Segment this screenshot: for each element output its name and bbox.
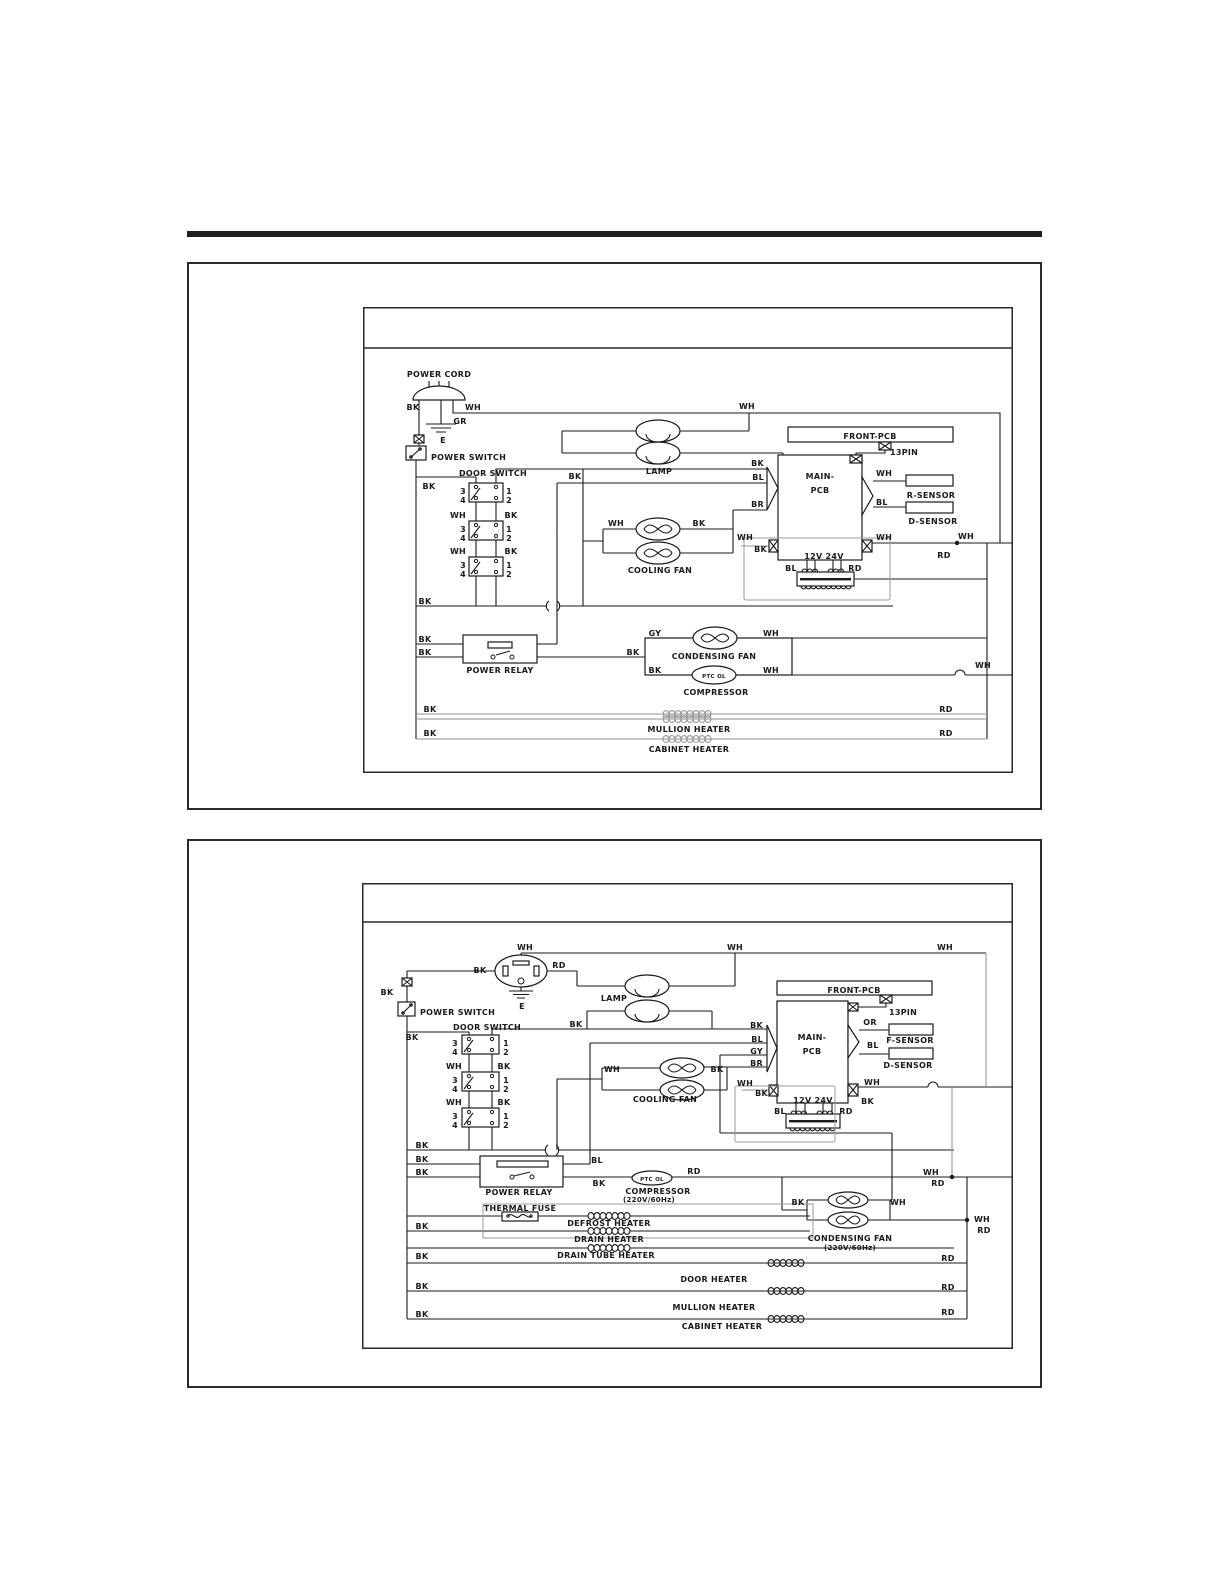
bk-wire-label: BK	[568, 472, 582, 481]
wh-wire-label: WH	[603, 1065, 621, 1074]
door-switch-block	[462, 1108, 499, 1127]
rd-wire-label: RD	[931, 1179, 945, 1188]
bl-wire-label: BL	[774, 1107, 786, 1116]
transformer-icon	[786, 1111, 840, 1131]
wh-wire-label: WH	[737, 533, 754, 542]
cooling-fan-icon	[636, 518, 680, 564]
bk-wire-label: BK	[418, 648, 432, 657]
door-switch-pin: 4	[452, 1121, 458, 1130]
main-pcb-label: MAIN-	[805, 472, 835, 481]
rd-wire-label: RD	[939, 705, 953, 714]
bk-wire-label: BK	[415, 1252, 429, 1261]
gr-wire-label: GR	[453, 417, 467, 426]
pin13-label: 13PIN	[890, 448, 919, 457]
power-relay	[480, 1156, 563, 1187]
power-cord-label: POWER CORD	[406, 370, 472, 379]
front-pcb-label: FRONT-PCB	[843, 432, 897, 441]
junction-dot	[950, 1175, 954, 1179]
bk-wire-label: BK	[755, 1089, 768, 1098]
power-plug	[495, 955, 547, 987]
thermal-fuse-label: THERMAL FUSE	[483, 1204, 557, 1213]
power-switch-label: POWER SWITCH	[420, 1008, 496, 1017]
connector-icon	[769, 1085, 778, 1096]
wire-hop	[955, 670, 965, 675]
bk-wire-label: BK	[423, 729, 437, 738]
main-pcb-box	[778, 455, 862, 560]
door-switch-pin: 2	[506, 496, 512, 505]
header-rule	[187, 231, 1042, 237]
door-switch-block	[462, 1035, 499, 1054]
lamp-icon	[636, 420, 680, 464]
bk-wire-label: BK	[422, 482, 436, 491]
defrost-heater-label: DEFROST HEATER	[567, 1219, 651, 1228]
condensing-fan-icon	[828, 1192, 868, 1228]
wh-wire-label: WH	[876, 533, 893, 542]
pcb-left-connector	[767, 1025, 777, 1072]
door-switch-pin: 2	[503, 1048, 509, 1057]
rd-wire-label: RD	[941, 1308, 955, 1317]
power-switch-label: POWER SWITCH	[431, 453, 507, 462]
connector-icon	[402, 978, 412, 986]
main-pcb-label: PCB	[802, 1047, 822, 1056]
bk-wire-label: BK	[415, 1155, 429, 1164]
bk-wire-label: BK	[861, 1097, 874, 1106]
or-wire-label: OR	[863, 1018, 877, 1027]
pcb-left-connector	[767, 467, 778, 510]
door-switch-pin: 3	[460, 487, 466, 496]
bk-wire-label: BK	[569, 1020, 583, 1029]
wire-hop	[928, 1082, 938, 1087]
door-switch-pin: 4	[460, 570, 466, 579]
connector-icon	[850, 455, 862, 463]
lamp-label: LAMP	[600, 994, 628, 1003]
rd-wire-label: RD	[939, 729, 953, 738]
wh-wire-label: WH	[464, 403, 482, 412]
power-switch	[406, 446, 426, 460]
r-sensor-label: R-SENSOR	[906, 491, 956, 500]
wh-wire-label: WH	[737, 1079, 754, 1088]
cabinet-heater-label: CABINET HEATER	[648, 745, 730, 754]
wh-wire-label: WH	[957, 532, 975, 541]
condensing-fan-label: CONDENSING FAN	[807, 1234, 893, 1243]
f-sensor-box	[889, 1024, 933, 1035]
drain-tube-heater-label: DRAIN TUBE HEATER	[557, 1251, 655, 1260]
door-switch-pin: 1	[503, 1076, 509, 1085]
r-sensor-box	[906, 475, 953, 486]
ptc-ol-label: PTC OL	[640, 1177, 664, 1183]
wh-wire-label: WH	[973, 1215, 991, 1224]
door-switch-pin: 2	[503, 1121, 509, 1130]
door-switch-pin: 3	[452, 1039, 458, 1048]
wiring-diagram-2	[362, 883, 1013, 1349]
thermal-fuse-icon	[502, 1212, 538, 1221]
wh-wire-label: WH	[449, 511, 467, 520]
bk-wire-label: BK	[380, 988, 394, 997]
bk-wire-label: BK	[592, 1179, 606, 1188]
pcb-right-connector	[862, 477, 873, 515]
ptc-ol-label: PTC OL	[702, 674, 726, 680]
power-switch	[398, 1002, 415, 1016]
bk-wire-label: BK	[504, 511, 518, 520]
bl-wire-label: BL	[785, 564, 797, 573]
pin13-label: 13PIN	[889, 1008, 918, 1017]
door-switch-block	[469, 483, 503, 502]
door-switch-label: DOOR SWITCH	[452, 1023, 522, 1032]
connector-icon	[769, 540, 778, 552]
d-sensor-label: D-SENSOR	[908, 517, 958, 526]
voltage-label: 12V 24V	[804, 552, 844, 561]
wh-wire-label: WH	[516, 943, 534, 952]
main-pcb-label: MAIN-	[797, 1033, 827, 1042]
wiring-diagram-1	[363, 307, 1013, 773]
door-switch-pin: 4	[460, 534, 466, 543]
compressor-label: COMPRESSOR	[625, 1187, 691, 1196]
bk-wire-label: BK	[692, 519, 706, 528]
rd-wire-label: RD	[941, 1254, 955, 1263]
bk-wire-label: BK	[504, 547, 518, 556]
wires-black	[407, 953, 1013, 1319]
bk-wire-label: BK	[418, 597, 432, 606]
transformer-icon	[797, 569, 854, 589]
d-sensor-label: D-SENSOR	[883, 1061, 933, 1070]
bl-wire-label: BL	[752, 473, 764, 482]
bk-wire-label: BK	[497, 1098, 511, 1107]
condensing-spec-label: (220V/60Hz)	[824, 1244, 876, 1252]
door-switch-pin: 2	[506, 534, 512, 543]
wire-break-mark	[546, 601, 559, 611]
rd-wire-label: RD	[977, 1226, 991, 1235]
door-switch-pin: 1	[506, 525, 512, 534]
door-switch-pin: 4	[452, 1085, 458, 1094]
wh-wire-label: WH	[445, 1098, 463, 1107]
power-relay	[463, 635, 537, 663]
drain-heater-coil	[588, 1228, 630, 1235]
bk-wire-label: BK	[791, 1198, 805, 1207]
wh-wire-label: WH	[738, 402, 756, 411]
door-switch-pin: 3	[460, 525, 466, 534]
bk-wire-label: BK	[415, 1168, 429, 1177]
door-switch-pin: 2	[503, 1085, 509, 1094]
junction-dot	[955, 541, 959, 545]
door-heater-label: DOOR HEATER	[680, 1275, 748, 1284]
rd-wire-label: RD	[848, 564, 862, 573]
wiring-diagram-panel-2	[187, 839, 1042, 1388]
lamp-label: LAMP	[645, 467, 673, 476]
rd-wire-label: RD	[937, 551, 951, 560]
door-switch-label: DOOR SWITCH	[458, 469, 528, 478]
wh-wire-label: WH	[864, 1078, 881, 1087]
earth-label: E	[440, 436, 446, 445]
power-relay-label: POWER RELAY	[485, 1188, 553, 1197]
wh-wire-label: WH	[762, 666, 780, 675]
main-pcb-label: PCB	[810, 486, 830, 495]
cabinet-heater-label: CABINET HEATER	[681, 1322, 763, 1331]
bk-wire-label: BK	[405, 1033, 419, 1042]
bk-wire-label: BK	[751, 459, 764, 468]
cooling-fan-icon	[660, 1058, 704, 1100]
d-sensor-box	[889, 1048, 933, 1059]
compressor-spec-label: (220V/60Hz)	[623, 1196, 675, 1204]
bk-wire-label: BK	[648, 666, 662, 675]
door-switch-pin: 3	[452, 1076, 458, 1085]
gy-wire-label: GY	[750, 1047, 763, 1056]
junction-dot	[965, 1218, 969, 1222]
door-switch-pin: 4	[452, 1048, 458, 1057]
mullion-heater-label: MULLION HEATER	[672, 1303, 756, 1312]
connector-icon	[862, 540, 872, 552]
compressor-label: COMPRESSOR	[683, 688, 749, 697]
door-switch-pin: 1	[506, 561, 512, 570]
wh-wire-label: WH	[889, 1198, 907, 1207]
bk-wire-label: BK	[497, 1062, 511, 1071]
rd-wire-label: RD	[552, 961, 566, 970]
pcb-right-connector	[848, 1025, 859, 1058]
connector-icon	[414, 435, 424, 443]
bk-wire-label: BK	[415, 1282, 429, 1291]
bk-wire-label: BK	[473, 966, 487, 975]
bk-wire-label: BK	[423, 705, 437, 714]
bk-wire-label: BK	[406, 403, 420, 412]
door-switch-block	[469, 521, 503, 540]
connector-icon	[880, 995, 892, 1003]
door-switch-pin: 2	[506, 570, 512, 579]
wh-wire-label: WH	[762, 629, 780, 638]
drain-heater-label: DRAIN HEATER	[574, 1235, 644, 1244]
rd-wire-label: RD	[941, 1283, 955, 1292]
front-pcb-label: FRONT-PCB	[827, 986, 881, 995]
bk-wire-label: BK	[415, 1141, 429, 1150]
d-sensor-box	[906, 502, 953, 513]
bl-wire-label: BL	[867, 1041, 879, 1050]
bk-wire-label: BK	[418, 635, 432, 644]
mullion-heater-label: MULLION HEATER	[647, 725, 731, 734]
power-relay-label: POWER RELAY	[466, 666, 534, 675]
rd-wire-label: RD	[687, 1167, 701, 1176]
bk-wire-label: BK	[750, 1021, 763, 1030]
wh-wire-label: WH	[974, 661, 992, 670]
door-switch-pin: 1	[503, 1039, 509, 1048]
bk-wire-label: BK	[415, 1310, 429, 1319]
wh-wire-label: WH	[726, 943, 744, 952]
connector-icon	[848, 1084, 858, 1096]
connector-icon	[848, 1003, 858, 1011]
lamp-icon	[625, 975, 669, 1022]
bl-wire-label: BL	[876, 498, 888, 507]
bl-wire-label: BL	[591, 1156, 603, 1165]
door-switch-pin: 1	[503, 1112, 509, 1121]
door-switch-pin: 3	[452, 1112, 458, 1121]
voltage-label: 12V 24V	[793, 1096, 833, 1105]
wh-wire-label: WH	[876, 469, 893, 478]
condensing-fan-label: CONDENSING FAN	[671, 652, 757, 661]
bk-wire-label: BK	[754, 545, 767, 554]
rd-wire-label: RD	[839, 1107, 853, 1116]
wh-wire-label: WH	[445, 1062, 463, 1071]
cooling-fan-label: COOLING FAN	[627, 566, 693, 575]
br-wire-label: BR	[751, 500, 764, 509]
door-switch-pin: 4	[460, 496, 466, 505]
bk-wire-label: BK	[415, 1222, 429, 1231]
earth-label: E	[519, 1002, 525, 1011]
br-wire-label: BR	[750, 1059, 763, 1068]
power-cord-plug	[413, 386, 465, 400]
wh-wire-label: WH	[922, 1168, 940, 1177]
door-switch-pin: 3	[460, 561, 466, 570]
door-switch-block	[462, 1072, 499, 1091]
door-switch-pin: 1	[506, 487, 512, 496]
bl-wire-label: BL	[751, 1035, 763, 1044]
bk-wire-label: BK	[626, 648, 640, 657]
wh-wire-label: WH	[607, 519, 625, 528]
f-sensor-label: F-SENSOR	[886, 1036, 934, 1045]
gy-wire-label: GY	[648, 629, 662, 638]
cooling-fan-label: COOLING FAN	[632, 1095, 698, 1104]
wiring-diagram-panel-1	[187, 262, 1042, 810]
bk-wire-label: BK	[710, 1065, 724, 1074]
wh-wire-label: WH	[449, 547, 467, 556]
wh-wire-label: WH	[936, 943, 954, 952]
door-switch-block	[469, 557, 503, 576]
